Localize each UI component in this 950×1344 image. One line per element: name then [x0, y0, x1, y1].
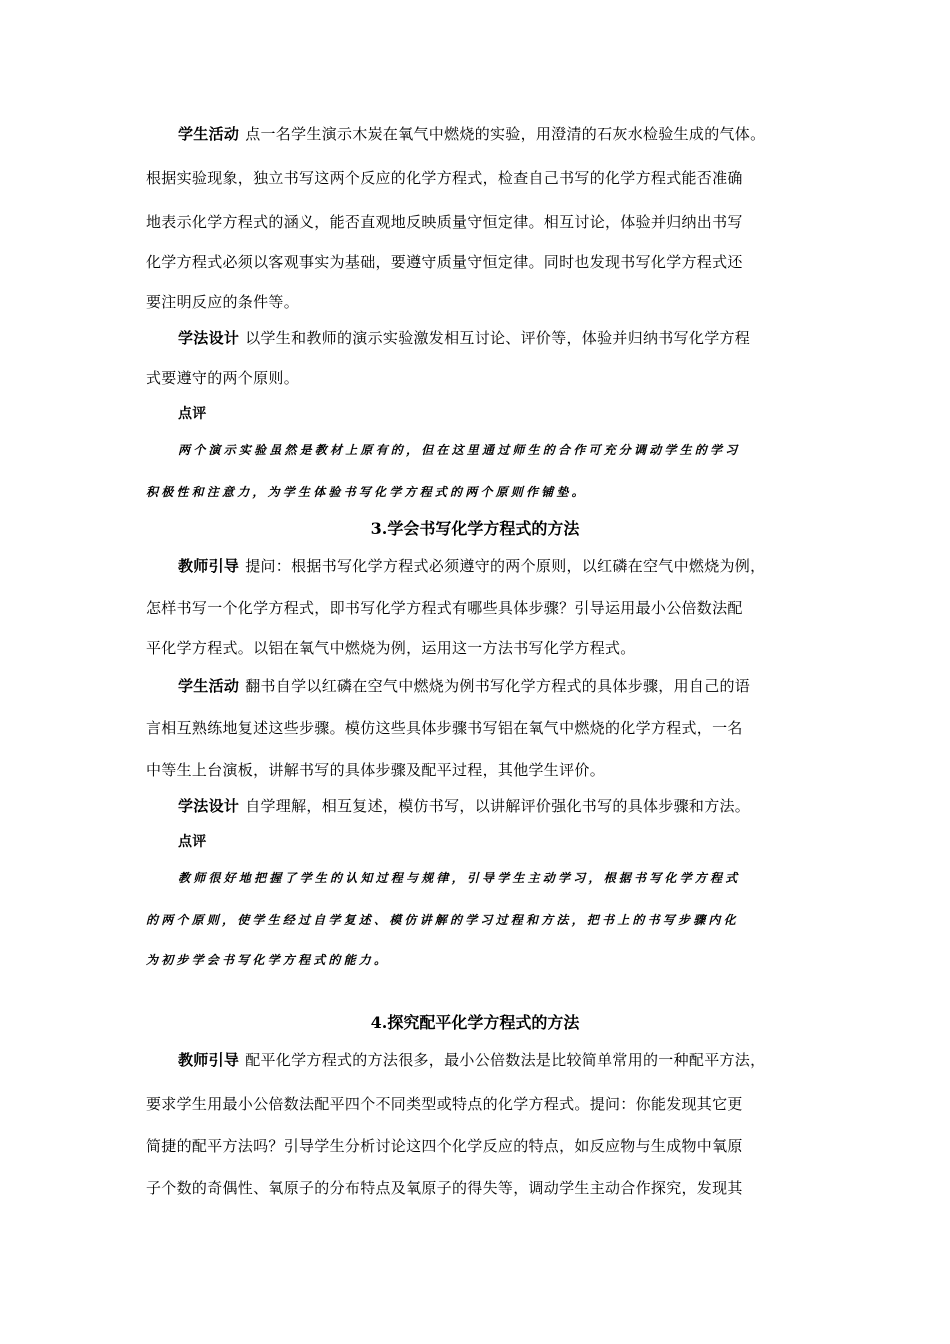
comment-line: 积极性和注意力，为学生体验书写化学方程式的两个原则作铺垫。: [146, 485, 587, 499]
paragraph-line: 中等生上台演板，讲解书写的具体步骤及配平过程，其他学生评价。: [146, 761, 606, 779]
paragraph-line: 要注明反应的条件等。: [146, 293, 300, 311]
comment-line: 教师很好地把握了学生的认知过程与规律，引导学生主动学习，根据书写化学方程式: [178, 871, 741, 885]
paragraph-line: 学生活动 翻书自学以红磷在空气中燃烧为例书写化学方程式的具体步骤，用自己的语: [178, 677, 751, 695]
paragraph-line: 根据实验现象，独立书写这两个反应的化学方程式，检查自己书写的化学方程式能否准确: [146, 169, 743, 187]
paragraph-line: 式要遵守的两个原则。: [146, 369, 300, 387]
paragraph-line: 简捷的配平方法吗？引导学生分析讨论这四个化学反应的特点，如反应物与生成物中氧原: [146, 1137, 743, 1155]
paragraph-line: 学生活动 点一名学生演示木炭在氧气中燃烧的实验，用澄清的石灰水检验生成的气体。: [178, 125, 766, 143]
section-label: 学法设计: [178, 797, 240, 815]
comment-line: 两个演示实验虽然是教材上原有的，但在这里通过师生的合作可充分调动学生的学习: [178, 443, 741, 457]
paragraph-line: 平化学方程式。以铝在氧气中燃烧为例，运用这一方法书写化学方程式。: [146, 639, 636, 657]
comment-line: 为初步学会书写化学方程式的能力。: [146, 953, 390, 967]
paragraph-line: 言相互熟练地复述这些步骤。模仿这些具体步骤书写铝在氧气中燃烧的化学方程式，一名: [146, 719, 743, 737]
paragraph-line: 教师引导 提问：根据书写化学方程式必须遵守的两个原则，以红磷在空气中燃烧为例，: [178, 557, 766, 575]
paragraph-line: 怎样书写一个化学方程式，即书写化学方程式有哪些具体步骤？引导运用最小公倍数法配: [146, 599, 743, 617]
comment-line: 的两个原则，使学生经过自学复述、模仿讲解的学习过程和方法，把书上的书写步骤内化: [146, 913, 739, 927]
section-label: 学生活动: [178, 677, 240, 695]
section-label: 学生活动: [178, 125, 240, 143]
paragraph-line: 学法设计 自学理解，相互复述，模仿书写，以讲解评价强化书写的具体步骤和方法。: [178, 797, 751, 815]
section-heading: 4.探究配平化学方程式的方法: [370, 1013, 580, 1032]
paragraph-line: 要求学生用最小公倍数法配平四个不同类型或特点的化学方程式。提问：你能发现其它更: [146, 1095, 743, 1113]
section-heading: 3.学会书写化学方程式的方法: [370, 519, 580, 538]
paragraph-line: 化学方程式必须以客观事实为基础，要遵守质量守恒定律。同时也发现书写化学方程式还: [146, 253, 743, 271]
paragraph-line: 学法设计 以学生和教师的演示实验激发相互讨论、评价等，体验并归纳书写化学方程: [178, 329, 751, 347]
comment-title: 点评: [178, 406, 207, 422]
paragraph-line: 地表示化学方程式的涵义，能否直观地反映质量守恒定律。相互讨论，体验并归纳出书写: [146, 213, 743, 231]
paragraph-line: 子个数的奇偶性、氧原子的分布特点及氧原子的得失等，调动学生主动合作探究，发现其: [146, 1179, 743, 1197]
section-label: 学法设计: [178, 329, 240, 347]
section-label: 教师引导: [178, 1051, 240, 1069]
paragraph-line: 教师引导 配平化学方程式的方法很多，最小公倍数法是比较简单常用的一种配平方法，: [178, 1051, 766, 1069]
section-label: 教师引导: [178, 557, 240, 575]
comment-title: 点评: [178, 834, 207, 850]
